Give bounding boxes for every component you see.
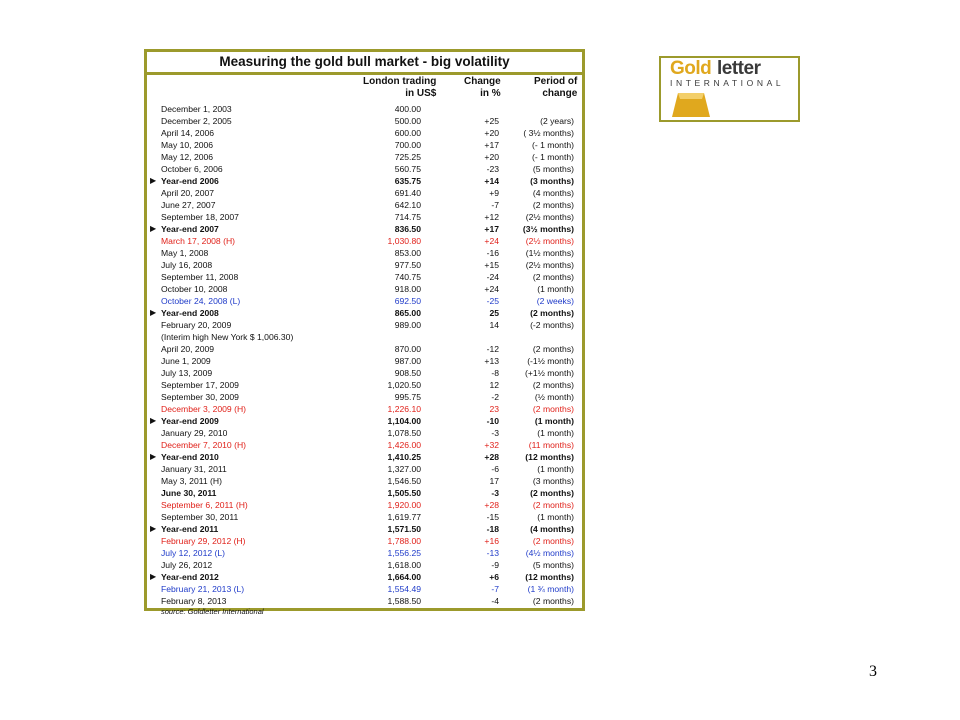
table-row bbox=[147, 403, 582, 415]
row-price: 1,104.00 bbox=[387, 416, 421, 426]
row-period: (2 months) bbox=[532, 500, 574, 510]
row-label: Year-end 2006 bbox=[161, 176, 219, 186]
row-price: 1,920.00 bbox=[387, 500, 421, 510]
row-change: +16 bbox=[484, 536, 499, 546]
header-period bbox=[534, 76, 577, 100]
row-label: October 24, 2008 (L) bbox=[161, 296, 241, 306]
row-label: October 10, 2008 bbox=[161, 284, 228, 294]
row-period: (1 month) bbox=[537, 512, 574, 522]
table-row bbox=[147, 535, 582, 547]
row-change: +28 bbox=[484, 452, 499, 462]
row-price: 692.50 bbox=[394, 296, 421, 306]
row-change: -24 bbox=[486, 272, 499, 282]
marker-arrow-icon: ▶ bbox=[150, 416, 157, 425]
logo-word-international: INTERNATIONAL bbox=[670, 78, 785, 88]
row-label: September 6, 2011 (H) bbox=[161, 500, 248, 510]
row-change: +9 bbox=[489, 188, 499, 198]
table-row bbox=[147, 319, 582, 331]
row-label: June 27, 2007 bbox=[161, 200, 216, 210]
column-headers bbox=[147, 75, 582, 103]
table-row bbox=[147, 307, 582, 319]
table-row bbox=[147, 139, 582, 151]
table-row bbox=[147, 163, 582, 175]
row-price: 1,030.80 bbox=[387, 236, 421, 246]
row-label: October 6, 2006 bbox=[161, 164, 223, 174]
row-period: (1 month) bbox=[537, 428, 574, 438]
table-row bbox=[147, 235, 582, 247]
table-title: Measuring the gold bull market - big volatility bbox=[147, 52, 582, 75]
row-price: 700.00 bbox=[394, 140, 421, 150]
row-label: February 29, 2012 (H) bbox=[161, 536, 246, 546]
table-row bbox=[147, 271, 582, 283]
row-period: (12 months) bbox=[525, 572, 574, 582]
row-change: -3 bbox=[491, 488, 499, 498]
row-period: (11 months) bbox=[528, 440, 574, 450]
table-row bbox=[147, 391, 582, 403]
row-period: (2½ months) bbox=[525, 260, 574, 270]
table-row bbox=[147, 247, 582, 259]
row-period: (2 months) bbox=[530, 308, 574, 318]
row-period: (1 month) bbox=[537, 464, 574, 474]
row-label: May 12, 2006 bbox=[161, 152, 214, 162]
row-price: 1,619.77 bbox=[387, 512, 421, 522]
row-change: +24 bbox=[484, 284, 499, 294]
row-label: March 17, 2008 (H) bbox=[161, 236, 236, 246]
row-label: July 13, 2009 bbox=[161, 368, 213, 378]
row-label: Year-end 2011 bbox=[161, 524, 219, 534]
logo-word-gold: Gold bbox=[670, 58, 712, 79]
table-row bbox=[147, 343, 582, 355]
row-period: (+1½ month) bbox=[525, 368, 574, 378]
row-label: September 30, 2011 bbox=[161, 512, 239, 522]
row-period: (-1½ month) bbox=[527, 356, 574, 366]
row-period: (3½ months) bbox=[522, 224, 574, 234]
row-period: (2½ months) bbox=[525, 212, 574, 222]
header-period-line1: Period of bbox=[534, 76, 578, 87]
row-price: 1,618.00 bbox=[387, 560, 421, 570]
table-row bbox=[147, 427, 582, 439]
table-row bbox=[147, 127, 582, 139]
row-period: ( 3½ months) bbox=[523, 128, 574, 138]
header-price-line1: London trading bbox=[363, 76, 437, 87]
row-period: (2 months) bbox=[532, 404, 574, 414]
row-change: -18 bbox=[486, 524, 499, 534]
row-price: 1,554.49 bbox=[387, 584, 421, 594]
row-price: 1,078.50 bbox=[387, 428, 421, 438]
table-row bbox=[147, 379, 582, 391]
table-row bbox=[147, 115, 582, 127]
row-price: 1,546.50 bbox=[387, 476, 421, 486]
row-period: (2 months) bbox=[532, 596, 574, 606]
row-price: 908.50 bbox=[394, 368, 421, 378]
marker-arrow-icon: ▶ bbox=[150, 572, 157, 581]
row-period: (1 month) bbox=[537, 284, 574, 294]
row-period: (2 months) bbox=[532, 200, 574, 210]
row-price: 714.75 bbox=[394, 212, 421, 222]
row-change: +17 bbox=[484, 224, 499, 234]
table-row bbox=[147, 355, 582, 367]
row-label: February 21, 2013 (L) bbox=[161, 584, 245, 594]
row-change: +13 bbox=[484, 356, 499, 366]
row-period: (2 months) bbox=[530, 488, 574, 498]
row-label: January 29, 2010 bbox=[161, 428, 228, 438]
row-price: 642.10 bbox=[394, 200, 421, 210]
gold-bar-icon bbox=[670, 91, 712, 119]
row-price: 635.75 bbox=[394, 176, 421, 186]
header-change-line1: Change bbox=[464, 76, 501, 87]
marker-arrow-icon: ▶ bbox=[150, 176, 157, 185]
row-label: December 3, 2009 (H) bbox=[161, 404, 247, 414]
row-period: (- 1 month) bbox=[531, 152, 574, 162]
row-change: -23 bbox=[486, 164, 499, 174]
row-change: -2 bbox=[491, 392, 499, 402]
row-label: September 30, 2009 bbox=[161, 392, 239, 402]
row-price: 1,664.00 bbox=[387, 572, 421, 582]
row-label: February 8, 2013 bbox=[161, 596, 227, 606]
row-period: (4 months) bbox=[532, 188, 574, 198]
marker-arrow-icon: ▶ bbox=[150, 452, 157, 461]
row-price: 1,571.50 bbox=[387, 524, 421, 534]
table-row bbox=[147, 499, 582, 511]
table-row bbox=[147, 571, 582, 583]
row-label: Year-end 2010 bbox=[161, 452, 219, 462]
table-row bbox=[147, 211, 582, 223]
row-label: July 26, 2012 bbox=[161, 560, 213, 570]
row-change: -15 bbox=[486, 512, 499, 522]
table-row bbox=[147, 415, 582, 427]
table-row bbox=[147, 595, 582, 607]
table-row bbox=[147, 331, 582, 343]
row-label: September 17, 2009 bbox=[161, 380, 239, 390]
row-change: +25 bbox=[484, 116, 499, 126]
table-row bbox=[147, 199, 582, 211]
marker-arrow-icon: ▶ bbox=[150, 308, 157, 317]
row-label: Year-end 2012 bbox=[161, 572, 219, 582]
row-period: (2 months) bbox=[532, 536, 574, 546]
row-price: 400.00 bbox=[394, 104, 421, 114]
row-period: (5 months) bbox=[532, 560, 574, 570]
table-row bbox=[147, 187, 582, 199]
row-change: +15 bbox=[484, 260, 499, 270]
row-change: +20 bbox=[484, 152, 499, 162]
row-price: 740.75 bbox=[394, 272, 421, 282]
table-row bbox=[147, 175, 582, 187]
row-price: 1,426.00 bbox=[387, 440, 421, 450]
row-price: 1,410.25 bbox=[387, 452, 421, 462]
row-label: June 30, 2011 bbox=[161, 488, 217, 498]
row-price: 870.00 bbox=[394, 344, 421, 354]
row-period: (2 years) bbox=[540, 116, 574, 126]
row-period: (2 months) bbox=[532, 272, 574, 282]
row-label: May 3, 2011 (H) bbox=[161, 476, 222, 486]
row-period: (4 months) bbox=[530, 524, 574, 534]
row-change: 23 bbox=[489, 404, 499, 414]
row-change: -25 bbox=[486, 296, 499, 306]
table-row bbox=[147, 283, 582, 295]
table-row bbox=[147, 223, 582, 235]
table-row bbox=[147, 451, 582, 463]
row-change: -8 bbox=[491, 368, 499, 378]
table-row bbox=[147, 487, 582, 499]
row-label: July 12, 2012 (L) bbox=[161, 548, 226, 558]
row-label: May 10, 2006 bbox=[161, 140, 214, 150]
row-price: 1,588.50 bbox=[387, 596, 421, 606]
row-change: +28 bbox=[484, 500, 499, 510]
row-period: (-2 months) bbox=[530, 320, 574, 330]
row-period: (1 month) bbox=[534, 416, 574, 426]
row-period: (5 months) bbox=[532, 164, 574, 174]
row-period: (- 1 month) bbox=[531, 140, 574, 150]
row-price: 853.00 bbox=[394, 248, 421, 258]
row-label: Year-end 2007 bbox=[161, 224, 219, 234]
row-period: (2½ months) bbox=[525, 236, 574, 246]
table-row bbox=[147, 523, 582, 535]
table-row bbox=[147, 439, 582, 451]
row-price: 500.00 bbox=[394, 116, 421, 126]
row-price: 987.00 bbox=[394, 356, 421, 366]
goldletter-logo bbox=[659, 56, 800, 122]
row-change: -7 bbox=[491, 584, 499, 594]
row-period: (½ month) bbox=[534, 392, 574, 402]
logo-word-letter: letter bbox=[717, 58, 761, 79]
table-row bbox=[147, 583, 582, 595]
row-price: 1,020.50 bbox=[387, 380, 421, 390]
row-price: 600.00 bbox=[394, 128, 421, 138]
table-row bbox=[147, 259, 582, 271]
row-label: Year-end 2008 bbox=[161, 308, 219, 318]
header-change bbox=[464, 76, 501, 100]
row-price: 1,556.25 bbox=[387, 548, 421, 558]
row-period: (1½ months) bbox=[525, 248, 574, 258]
row-change: 12 bbox=[489, 380, 499, 390]
row-price: 989.00 bbox=[394, 320, 421, 330]
row-label: May 1, 2008 bbox=[161, 248, 209, 258]
row-price: 691.40 bbox=[394, 188, 421, 198]
row-price: 977.50 bbox=[394, 260, 421, 270]
table-rows bbox=[147, 103, 582, 607]
page-number: 3 bbox=[869, 663, 877, 680]
row-period: (2 weeks) bbox=[536, 296, 574, 306]
table-row bbox=[147, 511, 582, 523]
row-change: 17 bbox=[489, 476, 499, 486]
marker-arrow-icon: ▶ bbox=[150, 224, 157, 233]
row-label: April 14, 2006 bbox=[161, 128, 215, 138]
row-period: (2 months) bbox=[532, 344, 574, 354]
row-period: (2 months) bbox=[532, 380, 574, 390]
table-row bbox=[147, 103, 582, 115]
row-label: December 1, 2003 bbox=[161, 104, 232, 114]
row-price: 1,788.00 bbox=[387, 536, 421, 546]
gold-volatility-table bbox=[144, 49, 585, 616]
row-change: +17 bbox=[484, 140, 499, 150]
row-change: -4 bbox=[491, 596, 499, 606]
table-row bbox=[147, 547, 582, 559]
row-label: July 16, 2008 bbox=[161, 260, 213, 270]
row-change: -10 bbox=[486, 416, 499, 426]
row-change: +20 bbox=[484, 128, 499, 138]
row-change: +6 bbox=[489, 572, 499, 582]
row-change: -6 bbox=[491, 464, 499, 474]
table-row bbox=[147, 559, 582, 571]
row-label: (Interim high New York $ 1,006.30) bbox=[161, 332, 294, 342]
source-note: source: Goldletter International bbox=[161, 607, 264, 616]
row-label: September 18, 2007 bbox=[161, 212, 239, 222]
row-change: -16 bbox=[486, 248, 499, 258]
row-period: (1 ¾ month) bbox=[527, 584, 574, 594]
marker-arrow-icon: ▶ bbox=[150, 524, 157, 533]
row-price: 1,226.10 bbox=[387, 404, 421, 414]
row-label: February 20, 2009 bbox=[161, 320, 232, 330]
row-period: (12 months) bbox=[525, 452, 574, 462]
header-price-line2: in US$ bbox=[405, 88, 437, 99]
table-row bbox=[147, 295, 582, 307]
table-row bbox=[147, 151, 582, 163]
row-price: 1,327.00 bbox=[387, 464, 421, 474]
row-change: 14 bbox=[489, 320, 499, 330]
row-label: December 7, 2010 (H) bbox=[161, 440, 247, 450]
row-label: April 20, 2007 bbox=[161, 188, 215, 198]
row-price: 560.75 bbox=[394, 164, 421, 174]
row-change: +14 bbox=[484, 176, 499, 186]
row-label: January 31, 2011 bbox=[161, 464, 227, 474]
row-period: (3 months) bbox=[532, 476, 574, 486]
row-label: December 2, 2005 bbox=[161, 116, 232, 126]
header-change-line2: in % bbox=[480, 88, 501, 99]
row-period: (3 months) bbox=[530, 176, 574, 186]
row-label: June 1, 2009 bbox=[161, 356, 211, 366]
row-period: (4½ months) bbox=[525, 548, 574, 558]
row-change: 25 bbox=[489, 308, 499, 318]
table-row bbox=[147, 475, 582, 487]
row-price: 725.25 bbox=[394, 152, 421, 162]
row-change: -3 bbox=[491, 428, 499, 438]
row-change: +24 bbox=[484, 236, 499, 246]
row-price: 836.50 bbox=[394, 224, 421, 234]
row-price: 995.75 bbox=[394, 392, 421, 402]
row-label: April 20, 2009 bbox=[161, 344, 215, 354]
header-price bbox=[363, 76, 436, 100]
row-change: -13 bbox=[486, 548, 499, 558]
header-period-line2: change bbox=[542, 88, 578, 99]
row-price: 918.00 bbox=[394, 284, 421, 294]
row-change: +12 bbox=[484, 212, 499, 222]
row-label: September 11, 2008 bbox=[161, 272, 239, 282]
row-change: +32 bbox=[484, 440, 499, 450]
row-change: -9 bbox=[491, 560, 499, 570]
row-price: 1,505.50 bbox=[387, 488, 421, 498]
row-change: -12 bbox=[486, 344, 499, 354]
table-row bbox=[147, 367, 582, 379]
row-price: 865.00 bbox=[394, 308, 421, 318]
table-row bbox=[147, 463, 582, 475]
row-change: -7 bbox=[491, 200, 499, 210]
row-label: Year-end 2009 bbox=[161, 416, 219, 426]
